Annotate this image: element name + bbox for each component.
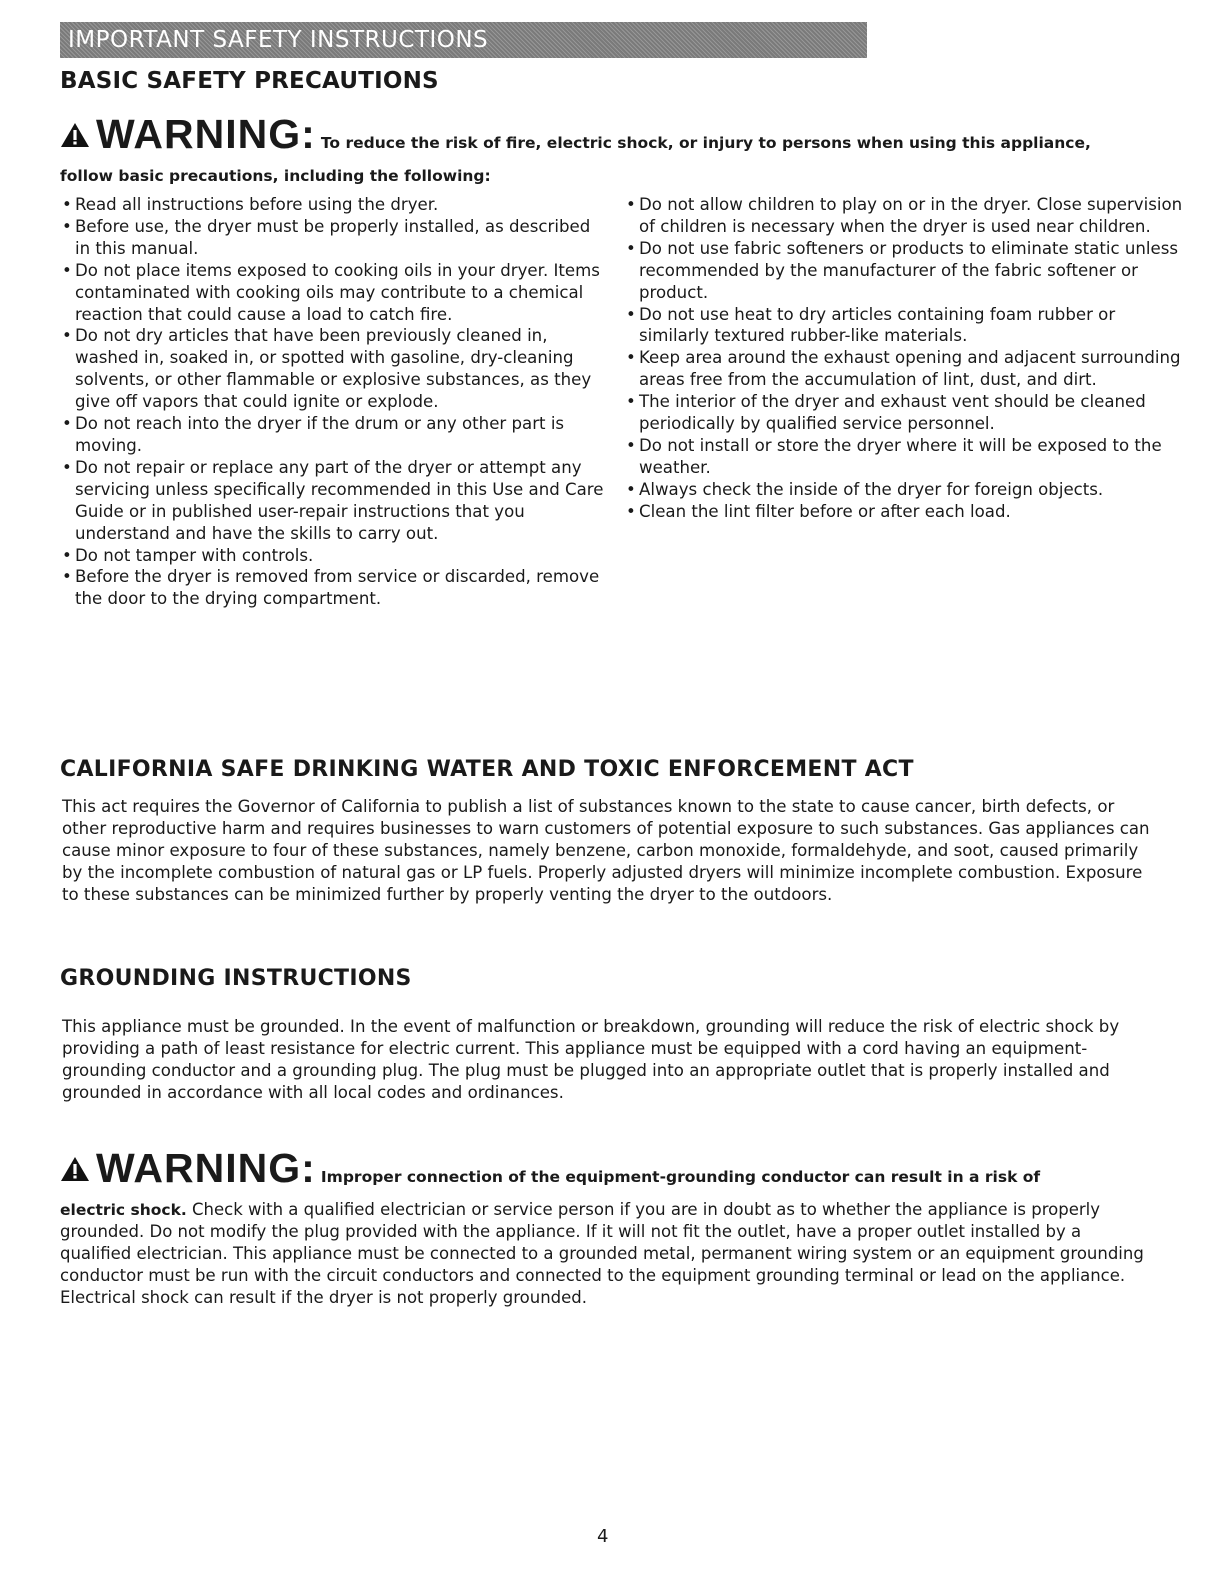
warning-text: Improper connection of the equipment-grounding conductor can result in a risk of	[320, 1168, 1041, 1186]
list-item: • Always check the inside of the dryer for foreign objects.	[626, 479, 1186, 501]
warning-block-2	[60, 1146, 1155, 1309]
warning-text-bold-continued: electric shock.	[60, 1201, 187, 1219]
warning-triangle-icon	[60, 122, 90, 148]
list-item: • Clean the lint filter before or after each load.	[626, 501, 1186, 523]
list-item: • Do not repair or replace any part of the dryer or attempt any servicing unless specifically recommended in this Use and Care Guide or in published user-repair instructions that you understand and have the skills to carry out.	[62, 457, 607, 545]
list-item: • Do not reach into the dryer if the drum or any other part is moving.	[62, 413, 607, 457]
list-item: • The interior of the dryer and exhaust vent should be cleaned periodically by qualified service personnel.	[626, 391, 1186, 435]
list-item: • Keep area around the exhaust opening and adjacent surrounding areas free from the accumulation of lint, dust, and dirt.	[626, 347, 1186, 391]
list-item: • Do not install or store the dryer where it will be exposed to the weather.	[626, 435, 1186, 479]
basic-safety-heading: BASIC SAFETY PRECAUTIONS	[60, 68, 439, 94]
california-heading: CALIFORNIA SAFE DRINKING WATER AND TOXIC ENFORCEMENT ACT	[60, 757, 914, 782]
list-item: • Read all instructions before using the dryer.	[62, 194, 607, 216]
precautions-list-right	[626, 194, 1186, 523]
section-banner: IMPORTANT SAFETY INSTRUCTIONS	[60, 22, 867, 58]
list-item: • Do not place items exposed to cooking oils in your dryer. Items contaminated with cooking oils may contribute to a chemical reaction that could cause a load to catch fire.	[62, 260, 607, 326]
warning-text-continued: follow basic precautions, including the following:	[60, 167, 491, 185]
page-number: 4	[597, 1526, 609, 1547]
list-item: • Do not dry articles that have been previously cleaned in, washed in, soaked in, or spotted with gasoline, dry-cleaning solvents, or other flammable or explosive substances, as they give off vapors that could ignite or explode.	[62, 325, 607, 413]
list-item: • Do not use heat to dry articles containing foam rubber or similarly textured rubber-like materials.	[626, 304, 1186, 348]
warning-triangle-icon	[60, 1156, 90, 1182]
list-item: • Do not tamper with controls.	[62, 545, 607, 567]
list-item: • Before use, the dryer must be properly installed, as described in this manual.	[62, 216, 607, 260]
warning-text: To reduce the risk of fire, electric shock, or injury to persons when using this appliance,	[320, 134, 1091, 152]
list-item: • Before the dryer is removed from service or discarded, remove the door to the drying compartment.	[62, 566, 607, 610]
warning-block-1	[60, 112, 1155, 187]
list-item: • Do not allow children to play on or in the dryer. Close supervision of children is necessary when the dryer is used near children.	[626, 194, 1186, 238]
warning-label: WARNING:	[96, 1145, 316, 1191]
california-text: This act requires the Governor of California to publish a list of substances known to the state to cause cancer, birth defects, or other reproductive harm and requires businesses to warn customers of potential exposure to such substances. Gas appliances can cause minor exposure to four of these substances, namely benzene, carbon monoxide, formaldehyde, and soot, caused primarily by the incomplete combustion of natural gas or LP fuels. Properly adjusted dryers will minimize incomplete combustion. Exposure to these substances can be minimized further by properly venting the dryer to the outdoors.	[62, 797, 1150, 904]
list-item: • Do not use fabric softeners or products to eliminate static unless recommended by the manufacturer of the fabric softener or product.	[626, 238, 1186, 304]
precautions-list-left	[62, 194, 607, 610]
warning-label: WARNING:	[96, 111, 316, 157]
grounding-text: This appliance must be grounded. In the event of malfunction or breakdown, grounding will reduce the risk of electric shock by providing a path of least resistance for electric current. This appliance must be equipped with a cord having an equipment-grounding conductor and a grounding plug. The plug must be plugged into an appropriate outlet that is properly installed and grounded in accordance with all local codes and ordinances.	[62, 1017, 1120, 1102]
warning-body-text: Check with a qualified electrician or service person if you are in doubt as to whether the appliance is properly grounded. Do not modify the plug provided with the appliance. If it will not fit the outlet, have a proper outlet installed by a qualified electrician. This appliance must be connected to a grounded metal, permanent wiring system or an equipment grounding conductor must be run with the circuit conductors and connected to the equipment grounding terminal or lead on the appliance. Electrical shock can result if the dryer is not properly grounded.	[60, 1200, 1144, 1307]
grounding-heading: GROUNDING INSTRUCTIONS	[60, 966, 412, 991]
